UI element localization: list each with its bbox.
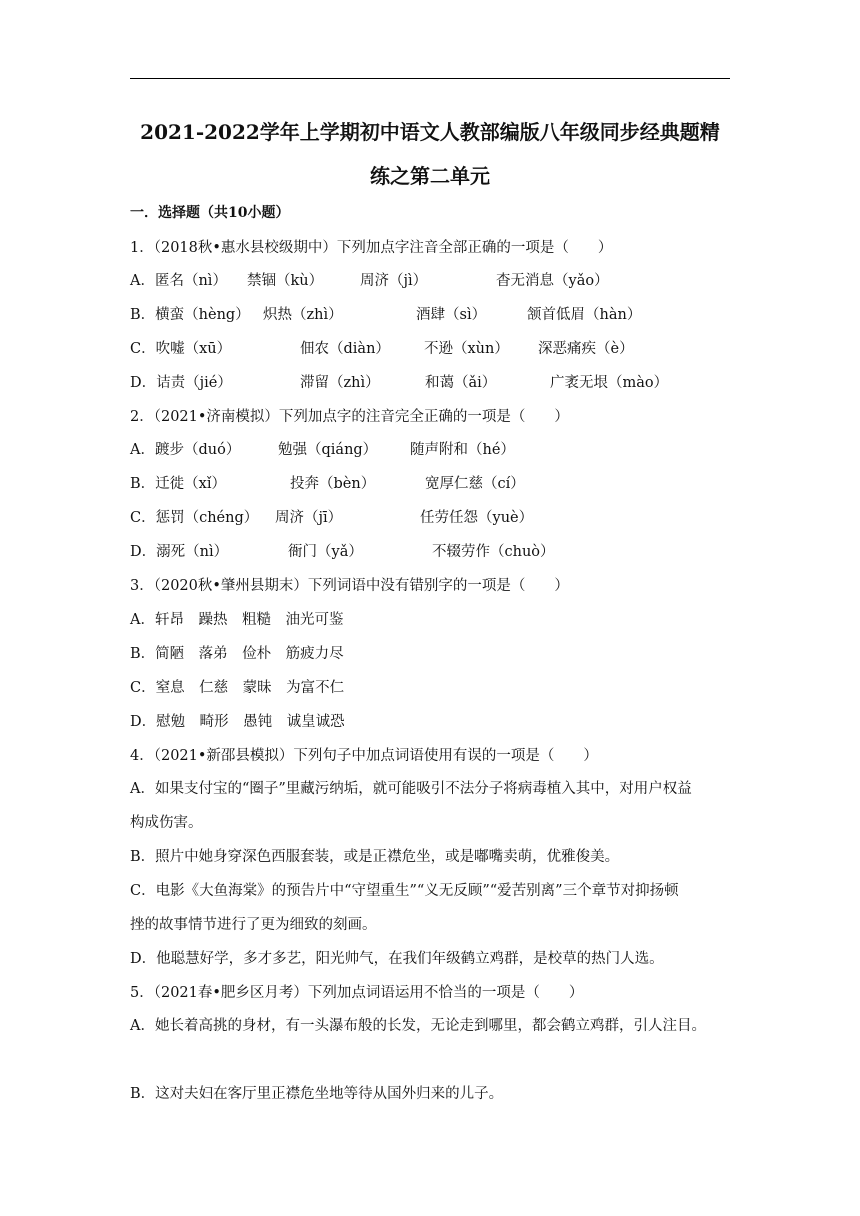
q3-option-b: B．简陋 落弟 俭朴 筋疲力尽 (130, 646, 344, 662)
q3-stem: 3．（2020秋•肇州县期末）下列词语中没有错别字的一项是（ ） (130, 578, 569, 594)
q4-stem: 4．（2021•新邵县模拟）下列句子中加点词语使用有误的一项是（ ） (130, 748, 598, 764)
q2-stem: 2．（2021•济南模拟）下列加点字的注音完全正确的一项是（ ） (130, 409, 569, 425)
q3-option-a: A．轩昂 躁热 粗糙 油光可鉴 (130, 612, 344, 628)
q3-option-d: D．慰勉 畸形 愚钝 诚皇诚恐 (130, 714, 345, 730)
section-heading: 一．选择题（共10小题） (130, 205, 290, 221)
q4-option-c-line2: 挫的故事情节进行了更为细致的刻画。 (130, 917, 377, 933)
header-rule (130, 78, 730, 79)
q3-option-c: C．窒息 仁慈 蒙昧 为富不仁 (130, 680, 345, 696)
q4-option-d: D．他聪慧好学，多才多艺，阳光帅气，在我们年级鹤立鸡群，是校草的热门人选。 (130, 951, 664, 967)
q4-option-b: B．照片中她身穿深色西服套装，或是正襟危坐，或是嘟嘴卖萌，优雅俊美。 (130, 849, 620, 865)
q4-option-c-line1: C．电影《大鱼海棠》的预告片中“守望重生”“义无反顾”“爱苦别离”三个章节对抑扬顿 (130, 883, 679, 899)
q5-option-a: A．她长着高挑的身材，有一头瀑布般的长发，无论走到哪里，都会鹤立鸡群，引人注目。 (130, 1018, 706, 1034)
q5-stem: 5．（2021春•肥乡区月考）下列加点词语运用不恰当的一项是（ ） (130, 985, 584, 1001)
doc-title-line1: 2021-2022学年上学期初中语文人教部编版八年级同步经典题精 (140, 120, 720, 144)
doc-title-line2: 练之第二单元 (370, 164, 490, 188)
q5-option-b: B．这对夫妇在客厅里正襟危坐地等待从国外归来的儿子。 (130, 1086, 504, 1102)
q4-option-a-line2: 构成伤害。 (130, 815, 203, 831)
q1-stem: 1．（2018秋•惠水县校级期中）下列加点字注音全部正确的一项是（ ） (130, 240, 613, 256)
q4-option-a-line1: A．如果支付宝的“圈子”里藏污纳垢，就可能吸引不法分子将病毒植入其中，对用户权益 (130, 781, 692, 797)
